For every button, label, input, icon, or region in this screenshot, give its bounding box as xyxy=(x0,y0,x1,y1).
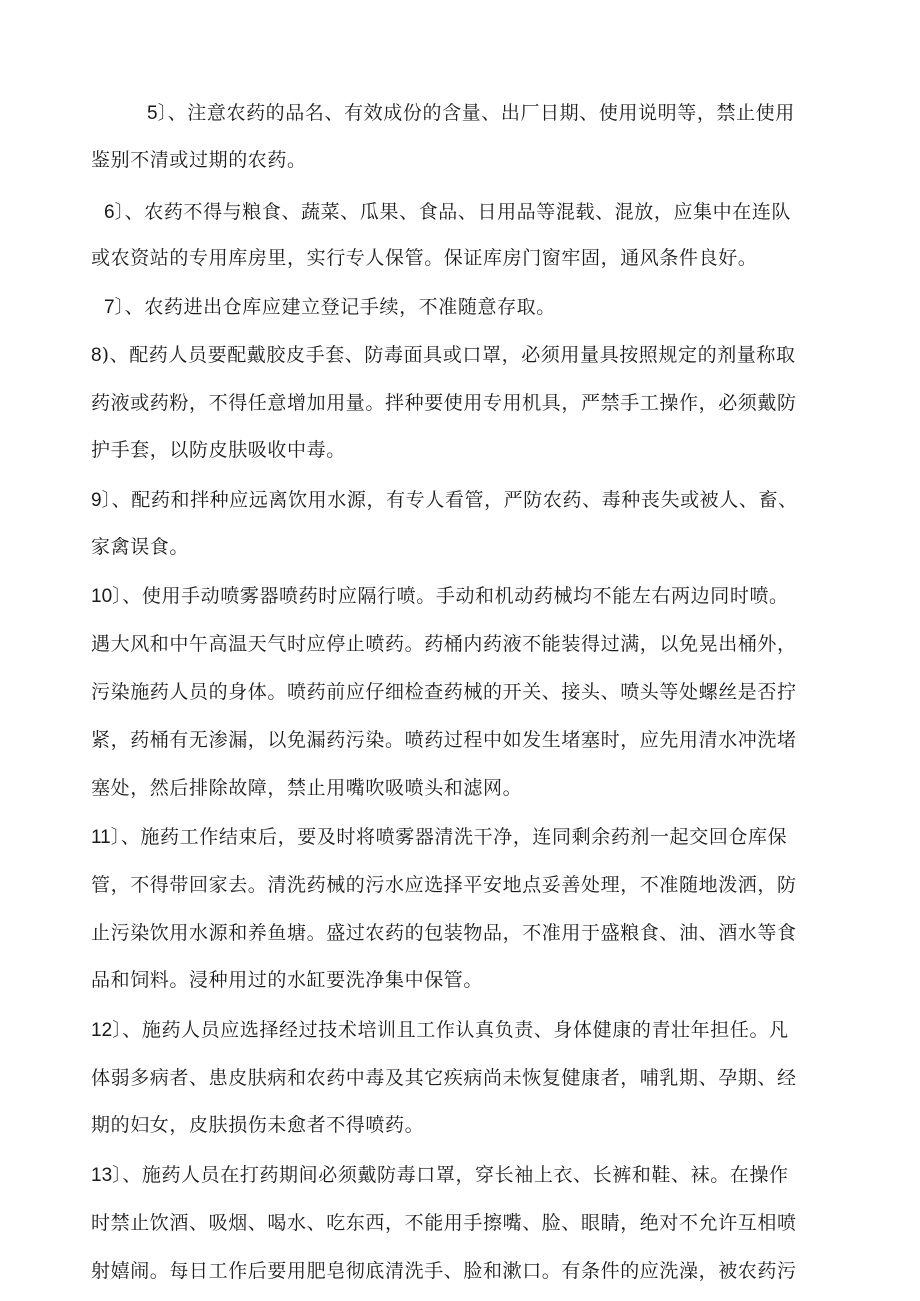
item-number: 8 xyxy=(91,345,102,366)
line-text: 〕、使用手动喷雾器喷药时应隔行喷。手动和机动药械均不能左右两边同时喷。 xyxy=(112,585,789,607)
paragraph-11-line-3 xyxy=(91,921,797,945)
item-number: 7 xyxy=(104,297,115,318)
paragraph-6-line-1 xyxy=(104,200,791,225)
paragraph-10-line-1 xyxy=(91,584,789,609)
line-text: 〕、注意农药的品名、有效成份的含量、出厂日期、使用说明等，禁止使用 xyxy=(157,102,795,124)
paragraph-6-line-2 xyxy=(91,246,757,270)
line-text: 〕、配药和拌种应远离饮用水源，有专人看管，严防农药、毒种丧失或被人、畜、 xyxy=(101,489,798,511)
paragraph-13-line-1 xyxy=(91,1163,789,1188)
item-number: 9 xyxy=(91,490,102,511)
line-text: 射嬉闹。每日工作后要用肥皂彻底清洗手、脸和漱口。有条件的应洗澡，被农药污 xyxy=(91,1260,797,1282)
paragraph-8-line-3 xyxy=(91,438,346,462)
line-text: 〕、施药工作结束后，要及时将喷雾器清洗干净，连同剩余药剂一起交回仓库保 xyxy=(110,826,788,848)
line-text: 〕、农药进出仓库应建立登记手续，不准随意存取。 xyxy=(114,296,556,318)
paragraph-5-line-1 xyxy=(147,101,795,126)
line-text: 〕、施药人员在打药期间必须戴防毒口罩，穿长袖上衣、长裤和鞋、袜。在操作 xyxy=(112,1164,789,1186)
paragraph-11-line-2 xyxy=(91,873,797,897)
line-text: 遇大风和中午高温天气时应停止喷药。药桶内药液不能装得过满，以免晃出桶外， xyxy=(91,633,797,655)
line-text: 塞处，然后排除故障，禁止用嘴吹吸喷头和滤网。 xyxy=(91,777,523,799)
item-number: 13 xyxy=(91,1165,113,1186)
item-number: 11 xyxy=(91,827,111,848)
paragraph-8-line-1 xyxy=(91,343,796,368)
line-text: 〕、农药不得与粮食、蔬菜、瓜果、食品、日用品等混载、混放，应集中在连队 xyxy=(114,201,792,223)
line-text: 时禁止饮酒、吸烟、喝水、吃东西，不能用手擦嘴、脸、眼睛，绝对不允许互相喷 xyxy=(91,1212,797,1234)
paragraph-13-line-3 xyxy=(91,1259,797,1283)
line-text: 〕、施药人员应选择经过技术培训且工作认真负责、身体健康的青壮年担任。凡 xyxy=(112,1019,789,1041)
item-number: 6 xyxy=(104,202,115,223)
line-text: 品和饲料。浸种用过的水缸要洗净集中保管。 xyxy=(91,969,484,991)
paragraph-12-line-2 xyxy=(91,1066,797,1090)
paragraph-12-line-3 xyxy=(91,1113,424,1137)
line-text: 污染施药人员的身体。喷药前应仔细检查药械的开关、接头、喷头等处螺丝是否拧 xyxy=(91,681,797,703)
line-text: 紧，药桶有无渗漏，以免漏药污染。喷药过程中如发生堵塞时，应先用清水冲洗堵 xyxy=(91,729,797,751)
paragraph-5-line-2 xyxy=(91,148,307,172)
paragraph-10-line-3 xyxy=(91,680,797,704)
line-text: 家禽误食。 xyxy=(91,536,190,558)
line-text: )、配药人员要配戴胶皮手套、防毒面具或口罩，必须用量具按照规定的剂量称取 xyxy=(101,344,796,366)
paragraph-12-line-1 xyxy=(91,1018,789,1043)
item-number: 10 xyxy=(91,586,113,607)
paragraph-10-line-2 xyxy=(91,632,797,656)
line-text: 或农资站的专用库房里，实行专人保管。保证库房门窗牢固，通风条件良好。 xyxy=(91,247,758,269)
item-number: 12 xyxy=(91,1020,113,1041)
paragraph-8-line-2 xyxy=(91,391,797,415)
paragraph-7-line-1 xyxy=(104,295,556,320)
line-text: 体弱多病者、患皮肤病和农药中毒及其它疾病尚未恢复健康者，哺乳期、孕期、经 xyxy=(91,1067,797,1089)
line-text: 期的妇女，皮肤损伤未愈者不得喷药。 xyxy=(91,1114,425,1136)
line-text: 鉴别不清或过期的农药。 xyxy=(91,149,307,171)
paragraph-13-line-2 xyxy=(91,1211,797,1235)
paragraph-11-line-4 xyxy=(91,968,483,992)
line-text: 止污染饮用水源和养鱼塘。盛过农药的包装物品，不准用于盛粮食、油、酒水等食 xyxy=(91,922,797,944)
line-text: 护手套，以防皮肤吸收中毒。 xyxy=(91,439,346,461)
item-number: 5 xyxy=(147,103,158,124)
line-text: 药液或药粉，不得任意增加用量。拌种要使用专用机具，严禁手工操作，必须戴防 xyxy=(91,392,797,414)
line-text: 管，不得带回家去。清洗药械的污水应选择平安地点妥善处理，不准随地泼洒，防 xyxy=(91,874,797,896)
paragraph-9-line-1 xyxy=(91,488,798,513)
paragraph-9-line-2 xyxy=(91,535,189,559)
paragraph-10-line-5 xyxy=(91,776,522,800)
paragraph-11-line-1 xyxy=(91,825,787,850)
paragraph-10-line-4 xyxy=(91,728,797,752)
